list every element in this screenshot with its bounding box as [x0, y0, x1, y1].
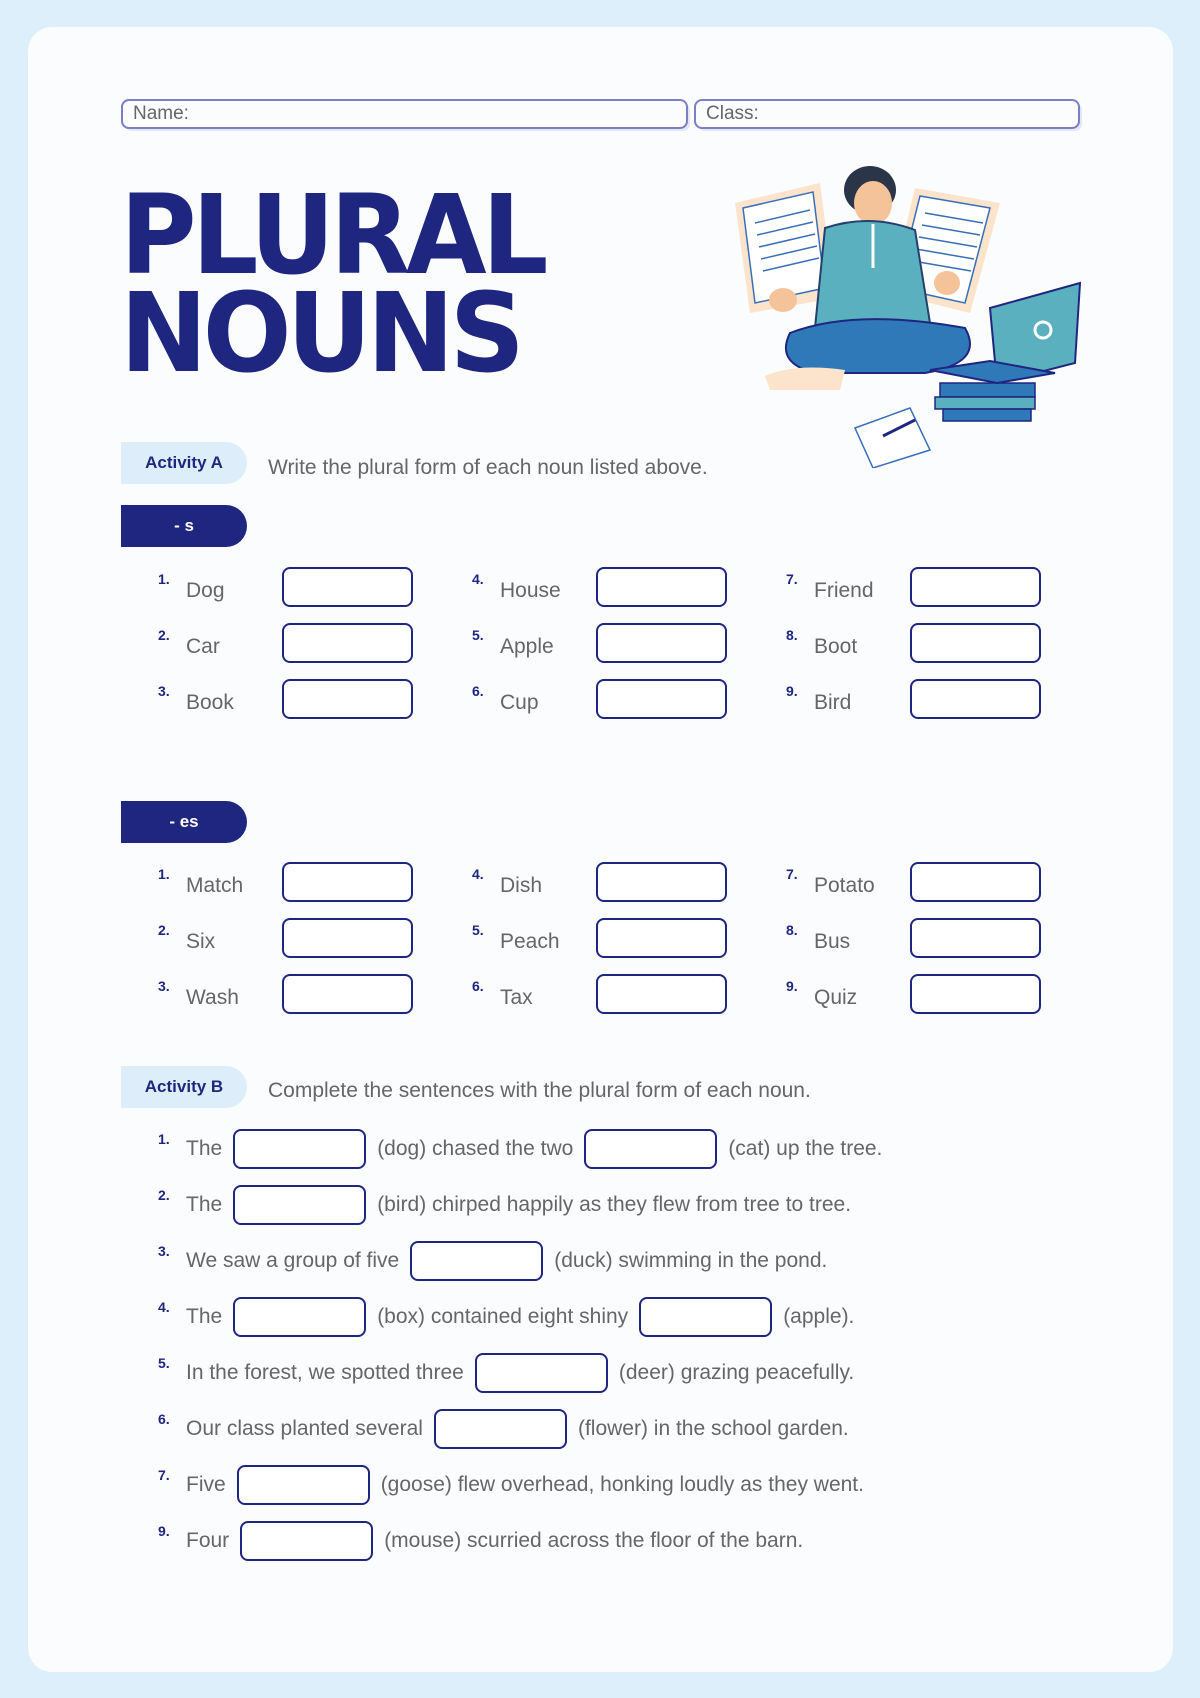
sentence-number: 4. — [158, 1299, 170, 1315]
plural-answer-box[interactable] — [596, 623, 727, 663]
sentence-row — [158, 1520, 803, 1562]
sentence-answer-box[interactable] — [233, 1297, 366, 1337]
suffix-s-tag — [121, 505, 247, 547]
plural-answer-box[interactable] — [282, 862, 413, 902]
noun-word: Friend — [814, 579, 874, 602]
sentence-row — [158, 1408, 849, 1450]
sentence-text: (bird) chirped happily as they flew from tree to tree. — [377, 1193, 852, 1216]
activity-a-tag — [121, 442, 247, 484]
noun-word: Bus — [814, 930, 851, 953]
sentence-text: The — [186, 1193, 223, 1216]
activity-b-instruction: Complete the sentences with the plural form of each noun. — [268, 1079, 811, 1102]
noun-word: Dog — [186, 579, 225, 602]
noun-word: Cup — [500, 691, 539, 714]
plural-answer-box[interactable] — [596, 918, 727, 958]
sentence-text: (goose) flew overhead, honking loudly as they went. — [380, 1473, 864, 1496]
plural-answer-box[interactable] — [282, 918, 413, 958]
sentence-row — [158, 1352, 854, 1394]
plural-answer-box[interactable] — [910, 679, 1041, 719]
plural-answer-box[interactable] — [910, 862, 1041, 902]
noun-word: Dish — [500, 874, 543, 897]
sentence-text: (box) contained eight shiny — [377, 1305, 629, 1328]
suffix-es-label: - es — [169, 812, 199, 831]
sentence-answer-box[interactable] — [237, 1465, 370, 1505]
sentence-text: The — [186, 1137, 223, 1160]
sentence-text: The — [186, 1305, 223, 1328]
item-number: 4. — [472, 866, 484, 882]
noun-word: Quiz — [814, 986, 858, 1009]
plural-answer-box[interactable] — [596, 567, 727, 607]
item-number: 7. — [786, 866, 798, 882]
sentence-text: (flower) in the school garden. — [577, 1417, 849, 1440]
sentence-answer-box[interactable] — [410, 1241, 543, 1281]
sentence-row — [158, 1464, 864, 1506]
sentence-text: We saw a group of five — [186, 1249, 400, 1272]
item-number: 6. — [472, 978, 484, 994]
name-field[interactable] — [121, 99, 688, 129]
noun-word: Bird — [814, 691, 852, 714]
sentence-number: 7. — [158, 1467, 170, 1483]
suffix-s-label: - s — [174, 516, 194, 535]
activity-a-tag-label: Activity A — [145, 453, 223, 472]
item-number: 2. — [158, 627, 170, 643]
plural-answer-box[interactable] — [910, 623, 1041, 663]
plural-answer-box[interactable] — [596, 679, 727, 719]
item-number: 4. — [472, 571, 484, 587]
noun-word: Wash — [186, 986, 239, 1009]
sentence-text: (dog) chased the two — [377, 1137, 574, 1160]
sentence-number: 6. — [158, 1411, 170, 1427]
sentence-answer-box[interactable] — [233, 1129, 366, 1169]
sentence-answer-box[interactable] — [584, 1129, 717, 1169]
plural-answer-box[interactable] — [282, 974, 413, 1014]
item-number: 8. — [786, 922, 798, 938]
item-number: 7. — [786, 571, 798, 587]
plural-answer-box[interactable] — [596, 974, 727, 1014]
activity-b-tag-label: Activity B — [144, 1077, 224, 1096]
sentence-text: (apple). — [783, 1305, 855, 1328]
sentence-number: 2. — [158, 1187, 170, 1203]
sentence-text: In the forest, we spotted three — [186, 1361, 464, 1384]
sentence-text: (deer) grazing peacefully. — [618, 1361, 855, 1384]
noun-word: Six — [186, 930, 216, 953]
sentence-answer-box[interactable] — [233, 1185, 366, 1225]
sentence-text: Five — [186, 1473, 226, 1496]
sentence-text: (cat) up the tree. — [728, 1137, 883, 1160]
plural-answer-box[interactable] — [910, 567, 1041, 607]
page-title — [120, 171, 544, 397]
activity-b-tag — [121, 1066, 247, 1108]
plural-answer-box[interactable] — [910, 918, 1041, 958]
item-number: 9. — [786, 683, 798, 699]
item-number: 3. — [158, 683, 170, 699]
sentence-answer-box[interactable] — [240, 1521, 373, 1561]
item-number: 1. — [158, 571, 170, 587]
plural-answer-box[interactable] — [282, 567, 413, 607]
title-line-2: NOUNS — [120, 269, 521, 397]
item-number: 6. — [472, 683, 484, 699]
suffix-es-tag — [121, 801, 247, 843]
student-reading-illustration — [725, 158, 1085, 468]
item-number: 9. — [786, 978, 798, 994]
name-label: Name: — [133, 103, 189, 124]
plural-answer-box[interactable] — [596, 862, 727, 902]
item-number: 2. — [158, 922, 170, 938]
item-number: 1. — [158, 866, 170, 882]
sentence-answer-box[interactable] — [639, 1297, 772, 1337]
item-number: 8. — [786, 627, 798, 643]
sentence-row — [158, 1296, 854, 1338]
item-number: 5. — [472, 922, 484, 938]
title-line-1: PLURAL — [120, 171, 544, 299]
sentence-text: (duck) swimming in the pond. — [554, 1249, 828, 1272]
sentence-number: 1. — [158, 1131, 170, 1147]
noun-word: Match — [186, 874, 244, 897]
sentence-number: 3. — [158, 1243, 170, 1259]
sentence-row — [158, 1240, 827, 1282]
sentence-answer-box[interactable] — [475, 1353, 608, 1393]
sentence-row — [158, 1184, 851, 1226]
noun-word: Book — [186, 691, 234, 714]
sentence-answer-box[interactable] — [434, 1409, 567, 1449]
class-label: Class: — [706, 103, 759, 124]
noun-word: Car — [186, 635, 220, 658]
noun-word: Tax — [500, 986, 533, 1009]
item-number: 3. — [158, 978, 170, 994]
noun-word: Potato — [814, 874, 875, 897]
sentence-text: Four — [186, 1529, 230, 1552]
plural-answer-box[interactable] — [282, 679, 413, 719]
activity-a-instruction: Write the plural form of each noun listed above. — [268, 456, 708, 479]
noun-word: House — [500, 579, 561, 602]
sentence-text: Our class planted several — [186, 1417, 423, 1440]
plural-answer-box[interactable] — [910, 974, 1041, 1014]
noun-word: Apple — [500, 635, 554, 658]
noun-word: Boot — [814, 635, 858, 658]
sentence-row — [158, 1128, 882, 1170]
noun-word: Peach — [500, 930, 560, 953]
plural-answer-box[interactable] — [282, 623, 413, 663]
sentence-number: 5. — [158, 1355, 170, 1371]
sentence-text: (mouse) scurried across the floor of the barn. — [384, 1529, 804, 1552]
class-field[interactable] — [694, 99, 1080, 129]
sentence-number: 9. — [158, 1523, 170, 1539]
item-number: 5. — [472, 627, 484, 643]
